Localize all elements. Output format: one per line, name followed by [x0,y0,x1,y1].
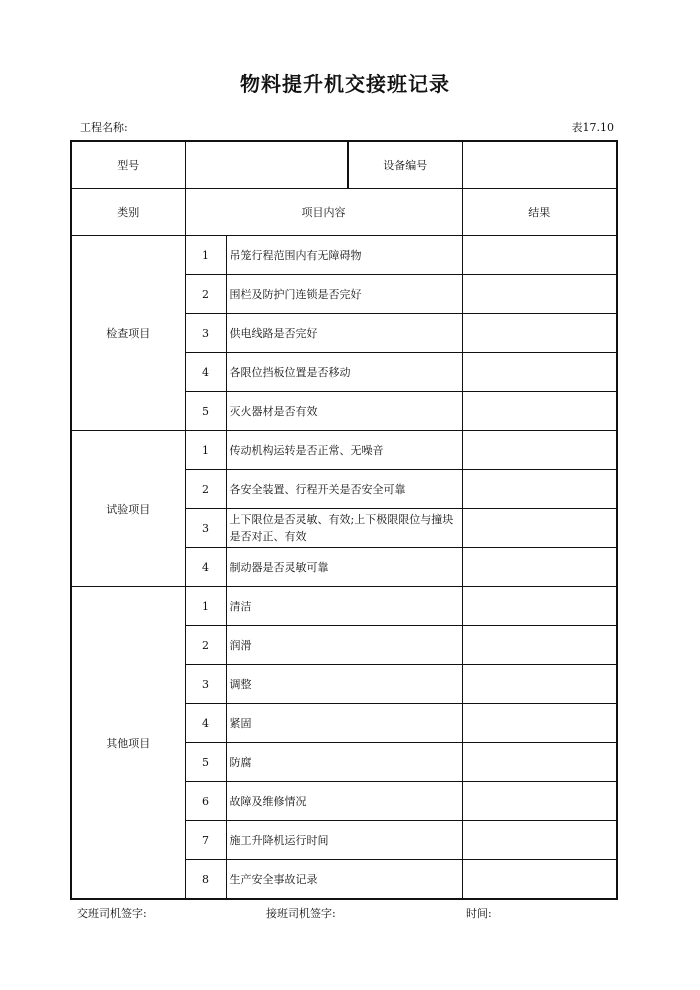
item-content: 各安全装置、行程开关是否安全可靠 [226,470,462,509]
result-field[interactable] [462,470,617,509]
item-content: 润滑 [226,626,462,665]
item-content: 制动器是否灵敏可靠 [226,548,462,587]
item-content: 供电线路是否完好 [226,314,462,353]
item-number: 3 [185,665,226,704]
table-row [71,587,617,626]
result-field[interactable] [462,665,617,704]
category-cell: 试验项目 [71,431,185,587]
content-column-header: 项目内容 [185,189,462,236]
item-number: 2 [185,626,226,665]
page-title: 物料提升机交接班记录 [240,72,450,96]
result-field[interactable] [462,431,617,470]
takeover-driver-signature-label: 接班司机签字: [266,907,336,920]
result-field[interactable] [462,587,617,626]
item-content: 调整 [226,665,462,704]
result-field[interactable] [462,509,617,548]
category-cell: 检查项目 [71,236,185,431]
result-field[interactable] [462,275,617,314]
item-number: 4 [185,548,226,587]
column-header-row [71,189,617,236]
item-number: 5 [185,392,226,431]
result-field[interactable] [462,314,617,353]
item-number: 1 [185,236,226,275]
item-number: 1 [185,587,226,626]
result-field[interactable] [462,704,617,743]
item-content: 清洁 [226,587,462,626]
equipment-number-field[interactable] [462,141,617,189]
result-field[interactable] [462,353,617,392]
item-content: 灭火器材是否有效 [226,392,462,431]
result-field[interactable] [462,860,617,900]
result-column-header: 结果 [462,189,617,236]
item-number: 8 [185,860,226,900]
item-number: 6 [185,782,226,821]
item-number: 3 [185,314,226,353]
model-label: 型号 [71,141,185,189]
result-field[interactable] [462,236,617,275]
item-content: 紧固 [226,704,462,743]
item-content: 各限位挡板位置是否移动 [226,353,462,392]
result-field[interactable] [462,626,617,665]
item-number: 5 [185,743,226,782]
equipment-number-label: 设备编号 [348,141,462,189]
item-content: 生产安全事故记录 [226,860,462,900]
item-content: 上下限位是否灵敏、有效;上下极限限位与撞块是否对正、有效 [226,509,462,548]
result-field[interactable] [462,782,617,821]
table-row [71,431,617,470]
time-label: 时间: [466,907,492,920]
handover-driver-signature-label: 交班司机签字: [77,907,147,920]
model-row [71,141,617,189]
result-field[interactable] [462,743,617,782]
item-number: 4 [185,353,226,392]
item-content: 故障及维修情况 [226,782,462,821]
item-content: 吊笼行程范围内有无障碍物 [226,236,462,275]
result-field[interactable] [462,821,617,860]
category-cell: 其他项目 [71,587,185,900]
table-row [71,236,617,275]
table-number: 表17.10 [571,121,614,134]
item-content: 防腐 [226,743,462,782]
result-field[interactable] [462,392,617,431]
item-content: 传动机构运转是否正常、无噪音 [226,431,462,470]
item-number: 7 [185,821,226,860]
item-number: 2 [185,470,226,509]
item-number: 1 [185,431,226,470]
item-number: 4 [185,704,226,743]
project-name-label: 工程名称: [80,121,128,134]
item-number: 2 [185,275,226,314]
item-number: 3 [185,509,226,548]
model-field[interactable] [185,141,348,189]
item-content: 围栏及防护门连锁是否完好 [226,275,462,314]
handover-record-table [70,140,618,900]
item-content: 施工升降机运行时间 [226,821,462,860]
result-field[interactable] [462,548,617,587]
category-column-header: 类别 [71,189,185,236]
